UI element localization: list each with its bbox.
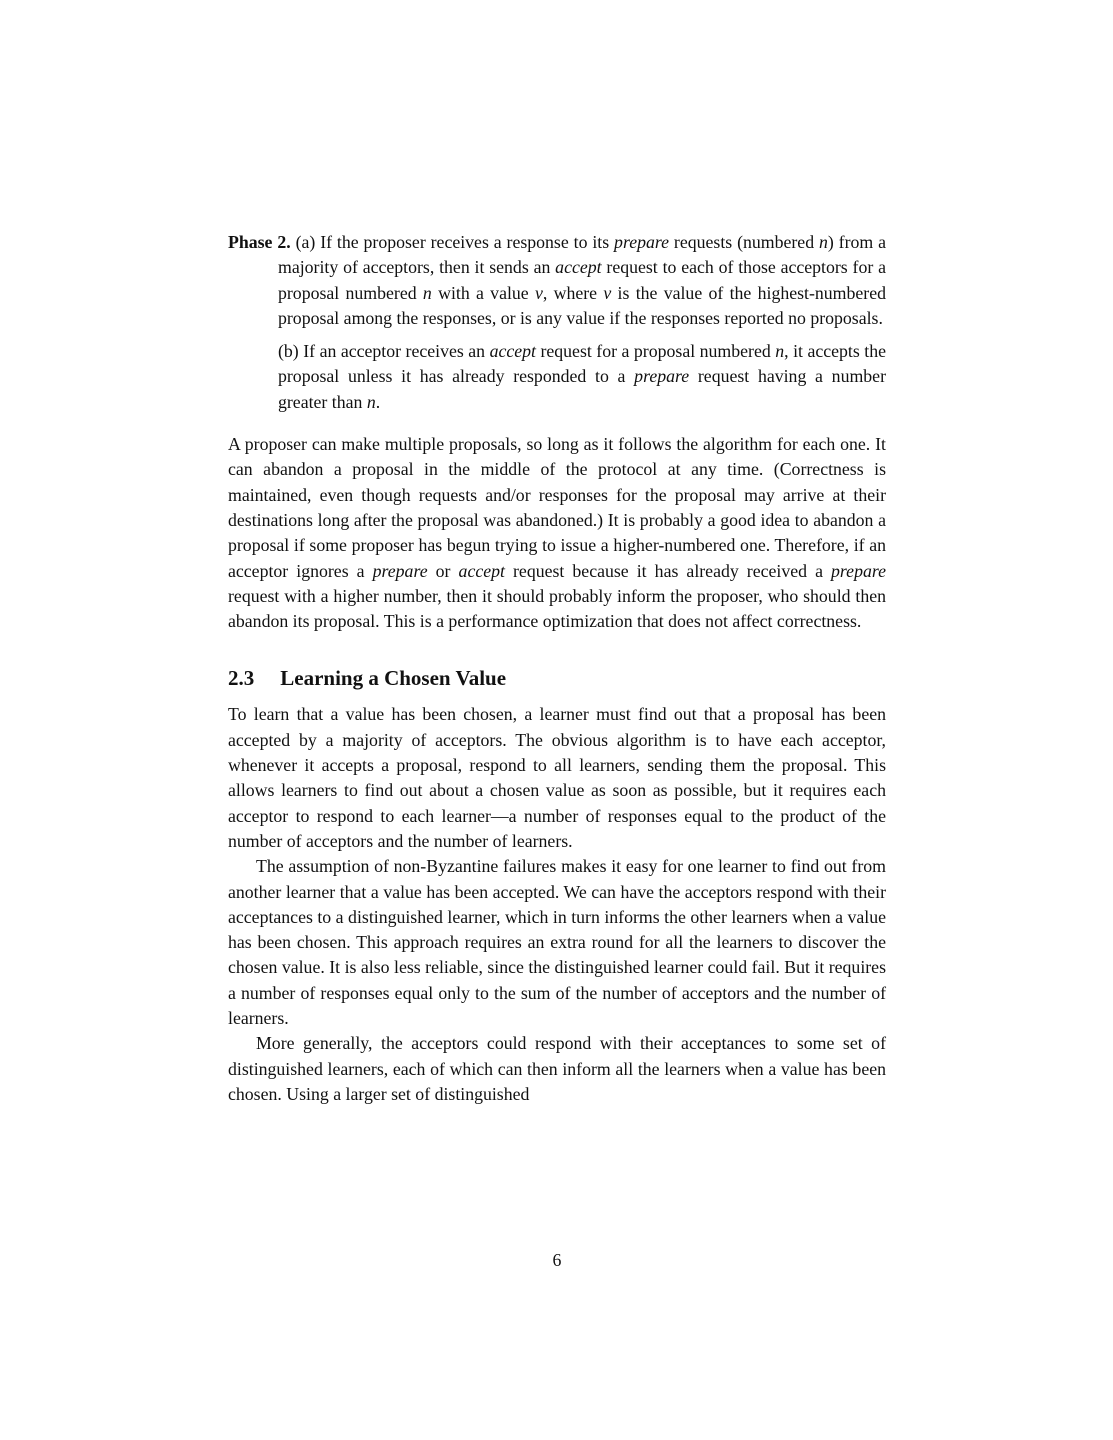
paragraph-multiple-proposals: A proposer can make multiple proposals, so long as it follows the algorithm for each one. It can abandon a proposal in the middle of the protocol at any time. (Correctness is maintained, even though requests and/or responses for the proposal may arrive at their destinations long after the proposal was abandoned.) It is probably a good idea to abandon a proposal if some proposer has begun trying to issue a higher-numbered one. Therefore, if an acceptor ignores a prepare or accept request because it has already received a prepare request with a higher number, then it should probably inform the proposer, who should then abandon its proposal. This is a performance optimization that does not affect correctness. — [228, 434, 887, 632]
section-heading — [228, 665, 886, 691]
section-number: 2.3 — [228, 666, 255, 691]
phase2-item-a: Phase 2. (a) If the proposer receives a response to its prepare requests (numbered n) from a majority of acceptors, then it sends an accept request to each of those acceptors for a proposal numbered n with a value v, where v is the value of the highest-numbered proposal among the responses, or is any value if the responses reported no proposals. — [228, 232, 887, 328]
phase2-item-b: (b) If an acceptor receives an accept request for a proposal numbered n, it accepts the proposal unless it has already responded to a prepare request having a number greater than n. — [278, 341, 886, 412]
text-column — [228, 230, 886, 1107]
paragraph-learning-1: To learn that a value has been chosen, a learner must find out that a proposal has been accepted by a majority of acceptors. The obvious algorithm is to have each acceptor, whenever it accepts a proposal, respond to all learners, sending them the proposal. This allows learners to find out about a chosen value as soon as possible, but it requires each acceptor to respond to each learner—a number of responses equal to the product of the number of acceptors and the number of learners. — [228, 704, 886, 851]
section-title: Learning a Chosen Value — [280, 666, 507, 691]
page-number: 6 — [552, 1250, 562, 1270]
paragraph-learning-2: The assumption of non-Byzantine failures makes it easy for one learner to find out from another learner that a value has been accepted. We can have the acceptors respond with their acceptances to a distinguished learner, which in turn informs the other learners when a value has been chosen. This approach requires an extra round for all the learners to discover the chosen value. It is also less reliable, since the distinguished learner could fail. But it requires a number of responses equal only to the sum of the number of acceptors and the number of learners. — [228, 856, 886, 1029]
paragraph-learning-3: More generally, the acceptors could respond with their acceptances to some set of distinguished learners, each of which can then inform all the learners when a value has been chosen. Using a larger set of distinguished — [228, 1033, 886, 1104]
